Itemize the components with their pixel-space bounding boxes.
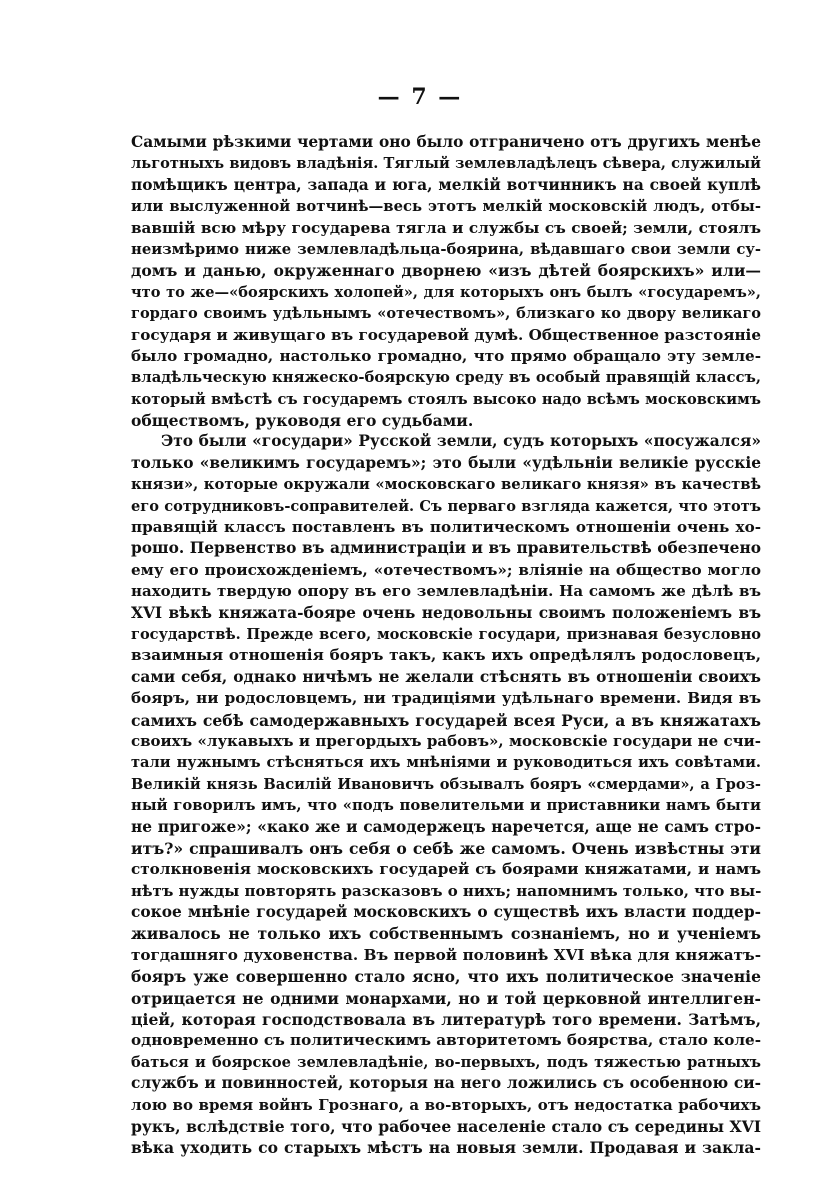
text-line: одновременно съ политическимъ авторитетомъ боярства, стало коле- xyxy=(131,1031,761,1050)
text-line: отрицается не одними монархами, но и той церковной интеллиген- xyxy=(131,988,761,1008)
text-line: помѣщикъ центра, запада и юга, мелкій вотчинникъ на своей куплѣ xyxy=(131,175,761,194)
text-line: государя и живущаго въ государевой думѣ. Общественное разстояніе xyxy=(131,325,761,344)
text-line: вѣка уходить со старыхъ мѣстъ на новыя земли. Продавая и закла- xyxy=(131,1138,761,1158)
text-line: неизмѣримо ниже землевладѣльца-боярина, вѣдавшаго свои земли су- xyxy=(131,240,761,258)
text-line: не пригоже»; «како же и самодержецъ наречется, аще не самъ стро- xyxy=(131,817,761,836)
text-line: итъ?» спрашивалъ онъ себя о себѣ же самомъ. Очень извѣстны эти xyxy=(131,838,761,858)
text-line: ный говорилъ имъ, что «подъ повелительми и приставники намъ быти xyxy=(131,797,761,815)
text-line: баться и боярское землевладѣніе, во-первыхъ, подъ тяжестью ратныхъ xyxy=(131,1053,761,1071)
text-line: который вмѣстѣ съ государемъ стоялъ высоко надо всѣмъ московскимъ xyxy=(131,390,761,408)
text-line: столкновенія московскихъ государей съ боярами княжатами, и намъ xyxy=(131,860,761,879)
text-line: ему его происхожденіемъ, «отечествомъ»; вліяніе на общество могло xyxy=(131,560,761,579)
page-number: — 7 — xyxy=(377,84,463,110)
text-line: владѣльческую княжеско-боярскую среду въ особый правящій классъ, xyxy=(131,369,761,387)
text-line: князи», которые окружали «московскаго великаго князя» въ качествѣ xyxy=(131,476,761,494)
text-line: Самыми рѣзкими чертами оно было отграничено отъ другихъ менѣе xyxy=(131,133,761,151)
text-line: взаимныя отношенія бояръ такъ, какъ ихъ опредѣлялъ родословецъ, xyxy=(131,646,761,665)
text-line: самихъ себѣ самодержавныхъ государей всея Руси, а въ княжатахъ xyxy=(131,710,761,730)
text-line: находить твердую опору въ его землевладѣніи. На самомъ же дѣлѣ въ xyxy=(131,582,761,601)
text-line: Это были «государи» Русской земли, судъ которыхъ «посужался» xyxy=(161,432,761,451)
text-line: сокое мнѣніе государей московскихъ о существѣ ихъ власти поддер- xyxy=(131,903,761,922)
text-line: рошо. Первенство въ администраціи и въ правительствѣ обезпечено xyxy=(131,539,761,558)
text-line: льготныхъ видовъ владѣнія. Тяглый землевладѣлецъ сѣвера, служилый xyxy=(131,155,761,173)
text-line: бояръ уже совершенно стало ясно, что ихъ политическое значеніе xyxy=(131,967,761,987)
text-line: сами себя, однако ничѣмъ не желали стѣснять въ отношеніи своихъ xyxy=(131,667,761,686)
text-line: правящій классъ поставленъ въ политическомъ отношеніи очень хо- xyxy=(131,518,761,537)
text-line: его сотрудниковъ-соправителей. Съ перваго взгляда кажется, что этотъ xyxy=(131,497,761,515)
text-line: живалось не только ихъ собственнымъ сознаніемъ, но и ученіемъ xyxy=(131,924,761,944)
text-line: что то же—«боярскихъ холопей», для которыхъ онъ былъ «государемъ», xyxy=(131,283,761,301)
body-text xyxy=(131,132,761,1159)
text-line: тали нужнымъ стѣсняться ихъ мнѣніями и руководиться ихъ совѣтами. xyxy=(131,754,761,772)
text-line: ціей, которая господствовала въ литературѣ того времени. Затѣмъ, xyxy=(131,1010,761,1030)
text-line: тогдашняго духовенства. Въ первой половинѣ XVI вѣка для княжатъ- xyxy=(131,945,761,964)
text-line: Великій князь Василій Ивановичъ обзывалъ бояръ «смердами», а Гроз- xyxy=(131,775,761,793)
text-line: вавшій всю мѣру государева тягла и службы съ своей; земли, стоялъ xyxy=(131,218,761,237)
text-line: бояръ, ни родословцемъ, ни традиціями удѣльнаго времени. Видя въ xyxy=(131,689,761,708)
text-line: рукъ, вслѣдствіе того, что рабочее населеніе стало съ середины XVI xyxy=(131,1116,761,1136)
text-line: государствѣ. Прежде всего, московскіе государи, признавая безусловно xyxy=(131,625,761,643)
text-line: или выслуженной вотчинѣ—весь этотъ мелкій московскій людъ, отбы- xyxy=(131,198,761,216)
text-line: службъ и повинностей, которыя на него ложились съ особенною си- xyxy=(131,1074,761,1093)
text-line: только «великимъ государемъ»; это были «удѣльніи великіе русскіе xyxy=(131,453,761,472)
text-line: своихъ «лукавыхъ и прегордыхъ рабовъ», московскіе государи не счи- xyxy=(131,731,761,750)
text-line: гордаго своимъ удѣльнымъ «отечествомъ», близкаго ко двору великаго xyxy=(131,305,761,323)
text-line: домъ и данью, окруженнаго дворнею «изъ дѣтей боярскихъ» или— xyxy=(131,261,761,281)
text-line: лою во время войнъ Грознаго, а во-вторыхъ, отъ недостатка рабочихъ xyxy=(131,1095,761,1114)
text-line: было громадно, настолько громадно, что прямо обращало эту земле- xyxy=(131,346,761,365)
text-line: нѣтъ нужды повторять разсказовъ о нихъ; напомнимъ только, что вы- xyxy=(131,881,761,900)
text-line: обществомъ, руководя его судьбами. xyxy=(131,411,474,431)
text-line: XVI вѣкѣ княжата-бояре очень недовольны своимъ положеніемъ въ xyxy=(131,603,761,622)
